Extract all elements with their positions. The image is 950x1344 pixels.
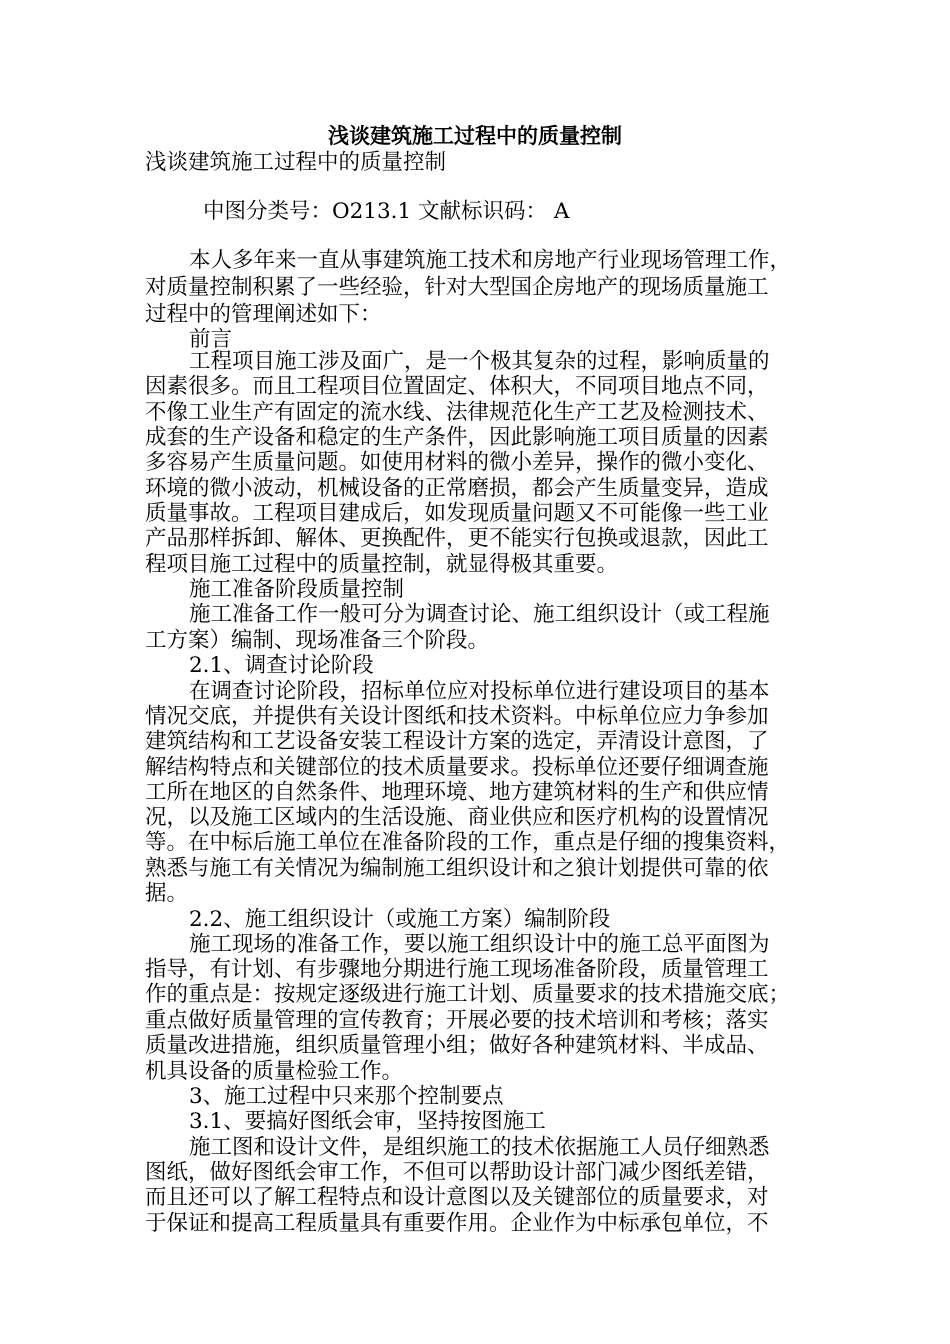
body-line: 3.1、要搞好图纸会审，坚持按图施工 xyxy=(189,1109,546,1134)
body-line: 程项目施工过程中的质量控制，就显得极其重要。 xyxy=(145,552,619,577)
body-line: 本人多年来一直从事建筑施工技术和房地产行业现场管理工作， xyxy=(189,248,792,273)
body-line: 多容易产生质量问题。如使用材料的微小差异，操作的微小变化、 xyxy=(145,450,769,475)
body-line: 2.1、调查讨论阶段 xyxy=(189,653,374,678)
body-line: 工程项目施工涉及面广，是一个极其复杂的过程，影响质量的 xyxy=(189,349,770,374)
body-line: 而且还可以了解工程特点和设计意图以及关键部位的质量要求，对 xyxy=(145,1185,769,1210)
body-line: 解结构特点和关键部位的技术质量要求。投标单位还要仔细调查施 xyxy=(145,755,769,780)
body-line: 等。在中标后施工单位在准备阶段的工作，重点是仔细的搜集资料， xyxy=(145,830,791,855)
body-line: 对质量控制积累了一些经验，针对大型国企房地产的现场质量施工 xyxy=(145,275,769,300)
body-line: 3、施工过程中只来那个控制要点 xyxy=(189,1084,504,1109)
body-line: 过程中的管理阐述如下： xyxy=(145,302,382,327)
body-line: 施工准备工作一般可分为调查讨论、施工组织设计（或工程施 xyxy=(189,602,770,627)
body-line: 因素很多。而且工程项目位置固定、体积大，不同项目地点不同， xyxy=(145,374,769,399)
document-subtitle: 浅谈建筑施工过程中的质量控制 xyxy=(145,150,447,175)
body-line: 况，以及施工区域内的生活设施、商业供应和医疗机构的设置情况 xyxy=(145,805,769,830)
body-line: 2.2、施工组织设计（或施工方案）编制阶段 xyxy=(189,907,611,932)
body-line: 产品那样拆卸、解体、更换配件，更不能实行包换或退款，因此工 xyxy=(145,526,769,551)
body-line: 图纸，做好图纸会审工作，不但可以帮助设计部门减少图纸差错， xyxy=(145,1160,769,1185)
body-line: 情况交底，并提供有关设计图纸和技术资料。中标单位应力争参加 xyxy=(145,704,769,729)
body-line: 重点做好质量管理的宣传教育；开展必要的技术培训和考核；落实 xyxy=(145,1008,769,1033)
body-line: 成套的生产设备和稳定的生产条件，因此影响施工项目质量的因素 xyxy=(145,425,769,450)
body-line: 在调查讨论阶段，招标单位应对投标单位进行建设项目的基本 xyxy=(189,679,770,704)
body-line: 质量改进措施，组织质量管理小组；做好各种建筑材料、半成品、 xyxy=(145,1033,769,1058)
body-line: 施工图和设计文件，是组织施工的技术依据施工人员仔细熟悉 xyxy=(189,1135,770,1160)
classification-line: 中图分类号：O213.1 文献标识码： A xyxy=(203,199,570,224)
body-line: 据。 xyxy=(145,881,189,906)
body-line: 指导，有计划、有步骤地分期进行施工现场准备阶段，质量管理工 xyxy=(145,957,769,982)
body-line: 熟悉与施工有关情况为编制施工组织设计和之狼计划提供可靠的依 xyxy=(145,856,769,881)
body-line: 作的重点是：按规定逐级进行施工计划、质量要求的技术措施交底； xyxy=(145,982,791,1007)
body-line: 不像工业生产有固定的流水线、法律规范化生产工艺及检测技术、 xyxy=(145,400,769,425)
body-line: 施工准备阶段质量控制 xyxy=(189,577,405,602)
body-line: 质量事故。工程项目建成后，如发现质量问题又不可能像一些工业 xyxy=(145,501,769,526)
body-line: 于保证和提高工程质量具有重要作用。企业作为中标承包单位，不 xyxy=(145,1211,769,1236)
body-line: 前言 xyxy=(189,327,233,352)
body-line: 机具设备的质量检验工作。 xyxy=(145,1059,404,1084)
body-line: 工方案）编制、现场准备三个阶段。 xyxy=(145,628,490,653)
document-title: 浅谈建筑施工过程中的质量控制 xyxy=(328,123,622,148)
body-line: 环境的微小波动，机械设备的正常磨损，都会产生质量变异，造成 xyxy=(145,476,769,501)
body-line: 工所在地区的自然条件、地理环境、地方建筑材料的生产和供应情 xyxy=(145,780,769,805)
body-line: 建筑结构和工艺设备安装工程设计方案的选定，弄清设计意图，了 xyxy=(145,729,769,754)
body-line: 施工现场的准备工作，要以施工组织设计中的施工总平面图为 xyxy=(189,932,770,957)
